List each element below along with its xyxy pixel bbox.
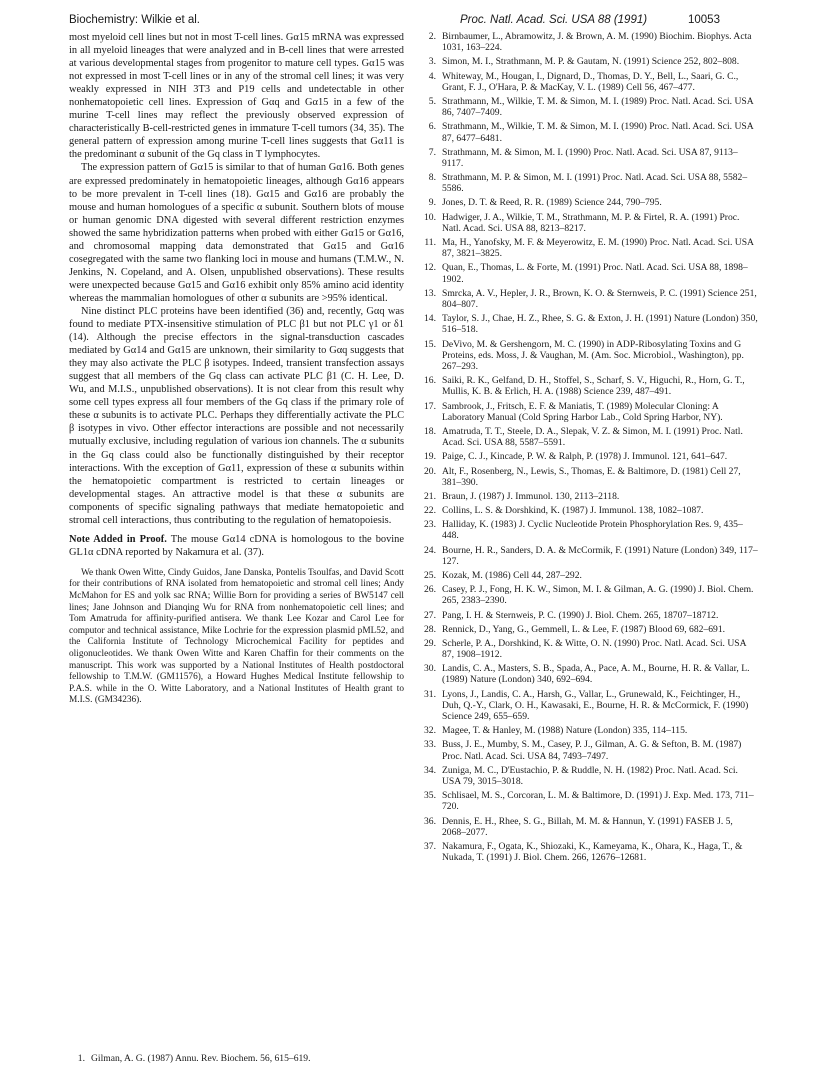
reference-text: Lyons, J., Landis, C. A., Harsh, G., Vallar, L., Grunewald, K., Feichtinger, H., Duh, Q.-Y., Clark, O. H., Kawasaki, E., Bourne, H. R. & McCormick, F. (1990) Science 249, 655–659. bbox=[442, 688, 749, 723]
reference-text: Casey, P. J., Fong, H. K. W., Simon, M. I. & Gilman, A. G. (1990) J. Biol. Chem. 265, 2383–2390. bbox=[442, 584, 754, 607]
reference-number: 10. bbox=[424, 211, 436, 223]
reference-text: Scherle, P. A., Dorshkind, K. & Witte, O. N. (1990) Proc. Natl. Acad. Sci. USA 87, 1908–1912. bbox=[442, 637, 747, 661]
running-header-journal: Proc. Natl. Acad. Sci. USA 88 (1991) bbox=[460, 14, 648, 26]
reference-number: 17. bbox=[424, 400, 436, 412]
reference-text: Alt, F., Rosenberg, N., Lewis, S., Thomas, E. & Baltimore, D. (1981) Cell 27, 381–390. bbox=[442, 465, 741, 488]
reference-item bbox=[420, 288, 758, 311]
reference-item bbox=[420, 147, 758, 170]
reference-item bbox=[69, 1053, 404, 1064]
reference-text: Pang, I. H. & Sternweis, P. C. (1990) J. Biol. Chem. 265, 18707–18712. bbox=[442, 609, 719, 621]
paragraph: The expression pattern of Gα15 is similar to that of human Gα16. Both genes are expressed predominately in hematopoietic lineages, although Gα16 appears to be more prevalent in T-cell lines (18). Gα15 and Gα16 are probably the mouse and human homologues of a specific α subunit. Southern blots of mouse or human genomic DNA digested with several different restriction enzymes showed the same hybridization patterns when probed with either Gα15 or Gα16, and chromosomal mapping data demonstrated that Gα15 and Gα16 cosegregated with the same two flanking loci in mouse and humans (T.M.W., N. Jenkins, N. Copeland, and A. Olsen, unpublished observations). These results were unexpected because Gα15 and Gα16 exhibit only 85% amino acid identity whereas the mammalian homologues of other α subunits are >95% identical. bbox=[69, 162, 404, 304]
reference-number: 18. bbox=[424, 426, 436, 437]
reference-number: 21. bbox=[424, 490, 436, 502]
reference-number: 25. bbox=[424, 569, 436, 581]
running-header-section: Biochemistry: Wilkie et al. bbox=[69, 14, 201, 26]
body-text-column bbox=[69, 31, 404, 707]
reference-number: 5. bbox=[428, 95, 436, 107]
reference-number: 36. bbox=[424, 815, 436, 827]
reference-number: 32. bbox=[424, 725, 436, 737]
reference-item bbox=[420, 96, 758, 119]
reference-item bbox=[420, 725, 758, 736]
reference-number: 31. bbox=[424, 688, 436, 700]
reference-item bbox=[420, 689, 758, 723]
note-label: Note Added in Proof. bbox=[69, 533, 167, 545]
reference-item bbox=[420, 237, 758, 260]
reference-text: Braun, J. (1987) J. Immunol. 130, 2113–2118. bbox=[442, 490, 620, 502]
reference-number: 27. bbox=[424, 609, 436, 621]
reference-text: Sambrook, J., Fritsch, E. F. & Maniatis, T. (1989) Molecular Cloning: A Laboratory Manual (Cold Spring Harbor Lab., Cold Spring Harbor, NY). bbox=[442, 400, 723, 423]
reference-number: 13. bbox=[424, 287, 436, 299]
reference-text: Paige, C. J., Kincade, P. W. & Ralph, P. (1978) J. Immunol. 121, 641–647. bbox=[442, 451, 728, 463]
reference-text: Halliday, K. (1983) J. Cyclic Nucleotide Protein Phosphorylation Res. 9, 435–448. bbox=[442, 519, 743, 542]
reference-item bbox=[420, 426, 758, 449]
reference-text: Birnbaumer, L., Abramowitz, J. & Brown, A. M. (1990) Biochim. Biophys. Acta 1031, 163–224. bbox=[442, 31, 752, 54]
reference-item bbox=[420, 262, 758, 285]
reference-text: Kozak, M. (1986) Cell 44, 287–292. bbox=[442, 569, 582, 581]
reference-number: 7. bbox=[428, 146, 436, 158]
page-number: 10053 bbox=[688, 14, 720, 26]
reference-text: Hadwiger, J. A., Wilkie, T. M., Strathmann, M. P. & Firtel, R. A. (1991) Proc. Natl. Acad. Sci. USA 88, 8213–8217. bbox=[442, 211, 740, 234]
reference-number: 6. bbox=[428, 121, 436, 133]
reference-number: 2. bbox=[428, 31, 436, 42]
reference-text: Gilman, A. G. (1987) Annu. Rev. Biochem. 56, 615–619. bbox=[91, 1053, 311, 1064]
reference-number: 19. bbox=[424, 451, 436, 463]
reference-number: 23. bbox=[424, 519, 436, 531]
acknowledgments: We thank Owen Witte, Cindy Guidos, Jane Danska, Pontelis Tsoulfas, and David Scott for their contributions of RNA isolated from hematopoietic and stromal cell lines; Andy McMahon for ES and yolk sac RNA; Willie Born for providing a series of BW5147 cell lines; Jane Johnson and Dianqing Wu for RNA from nonhematopoietic cell lines; and Tom Amatruda for affinity-purified antisera. We thank Lee Kozar and Carol Lee for computor and technical assistance, Mike Lochrie for the expression plasmid pML52, and the California Institute of Technology Microchemical Facility for peptides and oligonucleotides. We thank Owen Witte and Karen Chaffin for their comments on the manuscript. This work was supported by a National Institutes of Health postdoctoral fellowship to T.M.W. (GM11576), a Howard Hughes Medical Institute fellowship to P.A.S. while in the O. Witte Laboratory, and a National Institutes of Health grant to M.I.S. (GM34236). bbox=[69, 567, 404, 706]
reference-item bbox=[420, 765, 758, 788]
reference-number: 29. bbox=[424, 637, 436, 649]
reference-number: 22. bbox=[424, 505, 436, 517]
reference-number: 4. bbox=[428, 70, 436, 82]
reference-number: 33. bbox=[424, 739, 436, 751]
reference-item bbox=[420, 339, 758, 373]
reference-number: 35. bbox=[424, 790, 436, 802]
reference-number: 3. bbox=[428, 56, 436, 68]
reference-number: 12. bbox=[424, 262, 436, 274]
reference-number: 20. bbox=[424, 465, 436, 477]
reference-item bbox=[420, 71, 758, 94]
reference-item bbox=[420, 31, 758, 54]
reference-text: Bourne, H. R., Sanders, D. A. & McCormik, F. (1991) Nature (London) 349, 117–127. bbox=[442, 544, 758, 567]
reference-number: 11. bbox=[424, 237, 436, 249]
reference-text: Strathmann, M., Wilkie, T. M. & Simon, M. I. (1989) Proc. Natl. Acad. Sci. USA 86, 7407–7409. bbox=[442, 95, 754, 119]
reference-text: Ma, H., Yanofsky, M. F. & Meyerowitz, E. M. (1990) Proc. Natl. Acad. Sci. USA 87, 3821–3825. bbox=[442, 237, 754, 260]
reference-text: Magee, T. & Hanley, M. (1988) Nature (London) 335, 114–115. bbox=[442, 725, 688, 737]
reference-number: 16. bbox=[424, 375, 436, 387]
reference-text: Nakamura, F., Ogata, K., Shiozaki, K., Kameyama, K., Ohara, K., Haga, T., & Nukada, T. (1991) J. Biol. Chem. 266, 12676–12681. bbox=[442, 840, 743, 864]
reference-text: Strathmann, M. P. & Simon, M. I. (1991) Proc. Natl. Acad. Sci. USA 88, 5582–5586. bbox=[442, 172, 748, 195]
reference-number: 1. bbox=[77, 1053, 85, 1064]
reference-item bbox=[420, 638, 758, 661]
reference-text: Rennick, D., Yang, G., Gemmell, L. & Lee, F. (1987) Blood 69, 682–691. bbox=[442, 623, 726, 635]
reference-number: 34. bbox=[424, 764, 436, 776]
reference-text: Quan, E., Thomas, L. & Forte, M. (1991) Proc. Natl. Acad. Sci. USA 88, 1898–1902. bbox=[442, 262, 748, 285]
reference-text: Strathmann, M., Wilkie, T. M. & Simon, M. I. (1990) Proc. Natl. Acad. Sci. USA 87, 6477–6481. bbox=[442, 121, 754, 144]
references-column bbox=[420, 31, 758, 866]
reference-text: DeVivo, M. & Gershengorn, M. C. (1990) in ADP-Ribosylating Toxins and G Proteins, eds. Moss, J. & Vaughan, M. (Am. Soc. Microbiol., Washington), pp. 267–293. bbox=[442, 338, 744, 373]
reference-text: Smrcka, A. V., Hepler, J. R., Brown, K. O. & Sternweis, P. C. (1991) Science 251, 804–807. bbox=[442, 287, 757, 311]
reference-item bbox=[420, 212, 758, 235]
reference-number: 30. bbox=[424, 663, 436, 675]
reference-text: Simon, M. I., Strathmann, M. P. & Gautam, N. (1991) Science 252, 802–808. bbox=[442, 56, 740, 68]
reference-number: 37. bbox=[424, 840, 436, 852]
reference-number: 26. bbox=[424, 584, 436, 596]
reference-text: Dennis, E. H., Rhee, S. G., Billah, M. M. & Hannun, Y. (1991) FASEB J. 5, 2068–2077. bbox=[442, 815, 733, 838]
reference-item bbox=[420, 375, 758, 398]
reference-list bbox=[420, 31, 758, 863]
reference-number: 24. bbox=[424, 544, 436, 556]
reference-item bbox=[420, 841, 758, 864]
reference-item bbox=[420, 739, 758, 762]
reference-item bbox=[420, 56, 758, 67]
reference-text: Strathmann, M. & Simon, M. I. (1990) Proc. Natl. Acad. Sci. USA 87, 9113–9117. bbox=[442, 146, 738, 169]
reference-text: Saiki, R. K., Gelfand, D. H., Stoffel, S., Scharf, S. V., Higuchi, R., Horn, G. T., Mullis, K. B. & Erlich, H. A. (1988) Science 239, 487–491. bbox=[442, 375, 745, 398]
reference-item bbox=[420, 610, 758, 621]
reference-text: Zuniga, M. C., D'Eustachio, P. & Ruddle, N. H. (1982) Proc. Natl. Acad. Sci. USA 79, 3015–3018. bbox=[442, 764, 738, 787]
note-text: The mouse Gα14 cDNA is homologous to the bovine GL1α cDNA reported by Nakamura et al. (37). bbox=[69, 533, 404, 558]
paragraph: Nine distinct PLC proteins have been identified (36) and, recently, Gαq was found to mediate PTX-insensitive stimulation of PLC β1 but not PLC γ1 or δ1 (14). Although the precise effectors in the signal-transduction cascades mediated by Gα14 and Gα15 are unknown, their similarity to Gαq suggests that they may also activate the PLC β isotypes. Indeed, transient transfection assays suggest that all members of the Gq class can activate PLC β1 (C. H. Lee, D. Wu, and M.I.S., unpublished observations). It is not clear from this result why some cell types express all four members of the Gq class if the primary role of these α subunits is to activate PLC. Perhaps they differentially activate the PLC β isotypes in vivo. Other effector interactions are possible and not necessarily mutually exclusive, including regulation of various ion channels. The α subunits in the Gq class could also be functionally distinguished by their receptor interactions. With the exception of Gα11, expression of these α subunits within the hematopoietic compartment is restricted to certain lineages or developmental stages. An attractive model is that these α subunits are components of specific signaling pathways that mediate hematopoietic and stromal cell interactions, thus contributing to the regulation of hematopoiesis. bbox=[69, 305, 404, 526]
reference-text: Amatruda, T. T., Steele, D. A., Slepak, V. Z. & Simon, M. I. (1991) Proc. Natl. Acad. Sci. USA 88, 5587–5591. bbox=[442, 426, 743, 449]
reference-text: Buss, J. E., Mumby, S. M., Casey, P. J., Gilman, A. G. & Sefton, B. M. (1987) Proc. Natl. Acad. Sci. USA 84, 7493–7497. bbox=[442, 739, 742, 762]
reference-number: 9. bbox=[428, 197, 436, 209]
reference-item bbox=[420, 172, 758, 195]
reference-item bbox=[420, 401, 758, 424]
reference-item bbox=[420, 570, 758, 581]
reference-item bbox=[420, 545, 758, 568]
reference-item bbox=[420, 451, 758, 462]
note-added-in-proof bbox=[69, 533, 404, 559]
reference-item bbox=[420, 197, 758, 208]
reference-text: Landis, C. A., Masters, S. B., Spada, A., Pace, A. M., Bourne, H. R. & Vallar, L. (1989) Nature (London) 340, 692–694. bbox=[442, 663, 750, 686]
reference-item bbox=[420, 121, 758, 144]
reference-text: Schlisael, M. S., Corcoran, L. M. & Baltimore, D. (1991) J. Exp. Med. 173, 711–720. bbox=[442, 790, 754, 813]
reference-number: 15. bbox=[424, 338, 436, 350]
reference-text: Jones, D. T. & Reed, R. R. (1989) Science 244, 790–795. bbox=[442, 197, 662, 209]
reference-number: 14. bbox=[424, 313, 436, 325]
reference-number: 8. bbox=[428, 172, 436, 184]
reference-item bbox=[420, 505, 758, 516]
reference-number: 28. bbox=[424, 623, 436, 635]
reference-item bbox=[420, 491, 758, 502]
reference-item bbox=[420, 816, 758, 839]
reference-item bbox=[420, 790, 758, 813]
reference-text: Taylor, S. J., Chae, H. Z., Rhee, S. G. & Exton, J. H. (1991) Nature (London) 350, 516–518. bbox=[442, 313, 758, 336]
reference-item bbox=[420, 584, 758, 607]
reference-item bbox=[420, 313, 758, 336]
reference-item bbox=[420, 466, 758, 489]
reference-item bbox=[420, 663, 758, 686]
paragraph: most myeloid cell lines but not in most T-cell lines. Gα15 mRNA was expressed in all myeloid lineages that were analyzed and in B-cell lines that were arrested at various developmental stages from progenitor to mature cell types. Gα15 was not expressed in most T-cell lines or in any of the stromal cell lines; it was very weakly expressed in NIH 3T3 and P19 cells and undetectable in other nonhematopoietic cell lines. Expression of Gαq and Gα15 in a few of the murine T-cell lines may reflect the previously observed expression of characteristically B-cell-restricted genes in immature T-cell tumors (34, 35). The general pattern of expression among murine T-cell lines suggests that Gα11 is the predominant α subunit of the Gq class in T lymphocytes. bbox=[69, 32, 404, 161]
reference-item bbox=[420, 519, 758, 542]
reference-text: Whiteway, M., Hougan, I., Dignard, D., Thomas, D. Y., Bell, L., Saari, G. C., Grant, F. J., O'Hara, P. & MacKay, V. L. (1989) Cell 56, 467–477. bbox=[442, 70, 739, 93]
reference-text: Collins, L. S. & Dorshkind, K. (1987) J. Immunol. 138, 1082–1087. bbox=[442, 505, 704, 517]
reference-item bbox=[420, 624, 758, 635]
